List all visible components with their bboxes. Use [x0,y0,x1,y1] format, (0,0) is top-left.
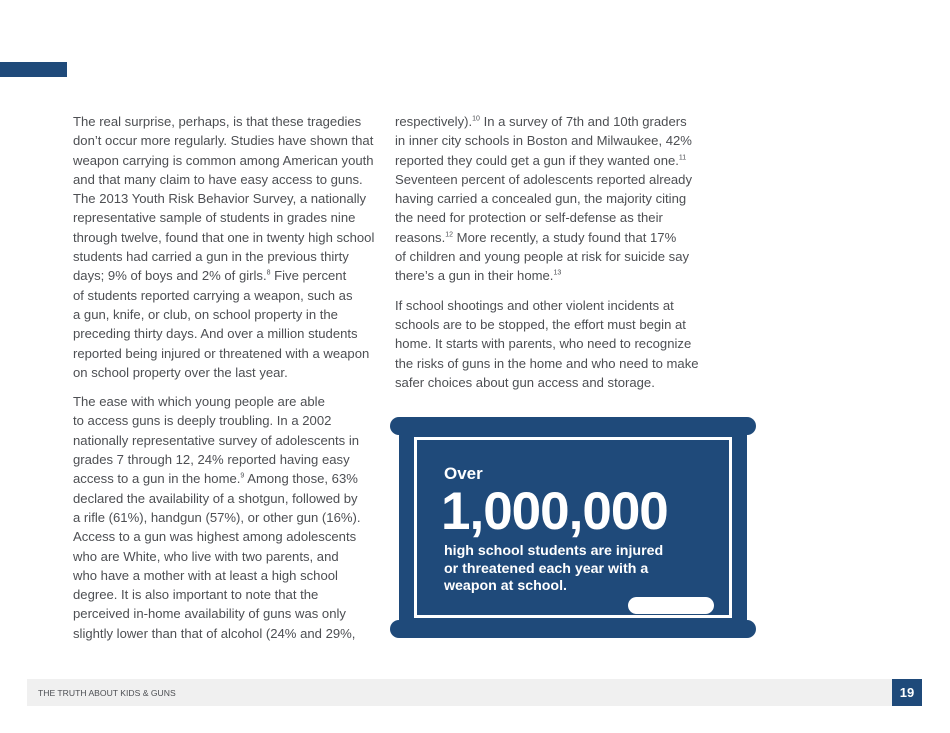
callout-caption [444,543,663,596]
paragraph-line [73,131,375,150]
paragraph-line [395,296,701,315]
footnote-reference: 13 [553,270,562,278]
body-paragraph [395,296,701,392]
line-text: Seventeen percent of adolescents reported already [395,171,692,187]
line-text: in inner city schools in Boston and Milwaukee, 42% [395,133,692,149]
paragraph-line [395,247,701,266]
callout-caption-line: or threatened each year with a [444,560,649,577]
paragraph-line [73,189,375,208]
paragraph-line [73,151,375,170]
paragraph-line [73,547,375,566]
header-accent-bar [0,62,67,77]
paragraph-line [73,392,375,411]
paragraph-line [73,508,375,527]
line-text: students had carried a gun in the previous thirty [73,249,349,265]
paragraph-line [395,131,701,150]
chalkboard-eraser [628,597,714,614]
paragraph-line [395,354,701,373]
line-text: there’s a gun in their home. [395,268,554,284]
line-text: don’t occur more regularly. Studies have shown that [73,133,374,149]
paragraph-line [395,228,701,247]
statistic-callout-chalkboard [390,417,756,639]
body-paragraph [73,112,375,382]
paragraph-line [73,431,375,450]
line-text: to access guns is deeply troubling. In a 2002 [73,413,332,429]
line-text: safer choices about gun access and storage. [395,374,655,390]
footnote-reference: 12 [445,231,454,239]
paragraph-line [73,527,375,546]
line-text: The 2013 Youth Risk Behavior Survey, a nationally [73,191,367,207]
paragraph-line [395,170,701,189]
paragraph-line [395,189,701,208]
paragraph-line [73,112,375,131]
line-text: grades 7 through 12, 24% reported having easy [73,452,350,468]
paragraph-line [395,151,701,170]
line-text: declared the availability of a shotgun, followed by [73,490,358,506]
line-text: In a survey of 7th and 10th graders [479,114,687,129]
line-text: the risks of guns in the home and who need to make [395,355,699,371]
line-text: representative sample of students in grades nine [73,210,356,226]
body-paragraph [395,112,701,286]
line-text: reasons. [395,229,446,245]
left-text-column [73,112,375,653]
line-text: who are White, who live with two parents, and [73,548,339,564]
line-text: Access to a gun was highest among adolescents [73,529,357,545]
line-text: and that many claim to have easy access to guns. [73,171,363,187]
paragraph-line [395,334,701,353]
chalkboard-bottom-rail [390,620,756,638]
paragraph-line [73,363,375,382]
paragraph-line [73,585,375,604]
paragraph-line [73,228,375,247]
line-text: through twelve, found that one in twenty high school [73,229,375,245]
line-text: reported being injured or threatened with a weapon [73,345,370,361]
line-text: of students reported carrying a weapon, such as [73,287,353,303]
line-text: the need for protection or self-defense as their [395,210,663,226]
line-text: a rifle (61%), handgun (57%), or other gun (16%). [73,509,361,525]
paragraph-line [395,208,701,227]
paragraph-line [73,450,375,469]
paragraph-line [73,266,375,285]
line-text: More recently, a study found that 17% [453,229,677,245]
line-text: days; 9% of boys and 2% of girls. [73,268,267,284]
paragraph-line [73,604,375,623]
paragraph-line [73,286,375,305]
paragraph-line [73,469,375,488]
line-text: who have a mother with at least a high school [73,567,338,583]
line-text: preceding thirty days. And over a million students [73,326,358,342]
chalkboard-top-rail [390,417,756,435]
line-text: having carried a concealed gun, the majority citing [395,191,687,207]
line-text: weapon carrying is common among American youth [73,152,374,168]
line-text: Five percent [270,268,347,284]
line-text: slightly lower than that of alcohol (24% and 29%, [73,625,356,641]
paragraph-line [73,208,375,227]
page-footer [27,679,922,706]
right-text-column [395,112,701,402]
line-text: access to a gun in the home. [73,471,241,487]
paragraph-line [73,411,375,430]
line-text: a gun, knife, or club, on school property in the [73,306,338,322]
page-number: 19 [892,679,922,706]
footnote-reference: 10 [472,115,480,123]
line-text: perceived in-home availability of guns was only [73,606,346,622]
footer-publication-title: THE TRUTH ABOUT KIDS & GUNS [38,688,176,698]
paragraph-line [73,344,375,363]
footnote-reference: 8 [266,270,271,278]
footnote-reference: 11 [678,154,687,162]
paragraph-line [395,373,701,392]
body-paragraph [73,392,375,643]
line-text: nationally representative survey of adolescents in [73,432,360,448]
callout-over-label: Over [444,464,483,483]
line-text: If school shootings and other violent incidents at [395,297,674,313]
paragraph-line [73,566,375,585]
line-text: Among those, 63% [244,471,358,487]
line-text: The ease with which young people are able [73,394,325,410]
paragraph-line [73,170,375,189]
callout-statistic-number: 1,000,000 [441,482,668,541]
callout-caption-line: weapon at school. [444,578,567,594]
paragraph-line [73,489,375,508]
line-text: The real surprise, perhaps, is that these tragedies [73,114,362,129]
paragraph-line [73,247,375,266]
line-text: on school property over the last year. [73,364,288,380]
line-text: of children and young people at risk for suicide say [395,249,690,265]
callout-caption-line: high school students are injured [444,543,664,559]
line-text: schools are to be stopped, the effort must begin at [395,316,686,332]
paragraph-line [395,112,701,131]
paragraph-line [395,266,701,285]
line-text: respectively). [395,114,473,129]
footnote-reference: 9 [240,472,245,480]
paragraph-line [73,624,375,643]
line-text: degree. It is also important to note that the [73,587,319,603]
line-text: home. It starts with parents, who need to recognize [395,336,692,352]
paragraph-line [73,324,375,343]
paragraph-line [395,315,701,334]
paragraph-line [73,305,375,324]
line-text: reported they could get a gun if they wanted one. [395,152,679,168]
